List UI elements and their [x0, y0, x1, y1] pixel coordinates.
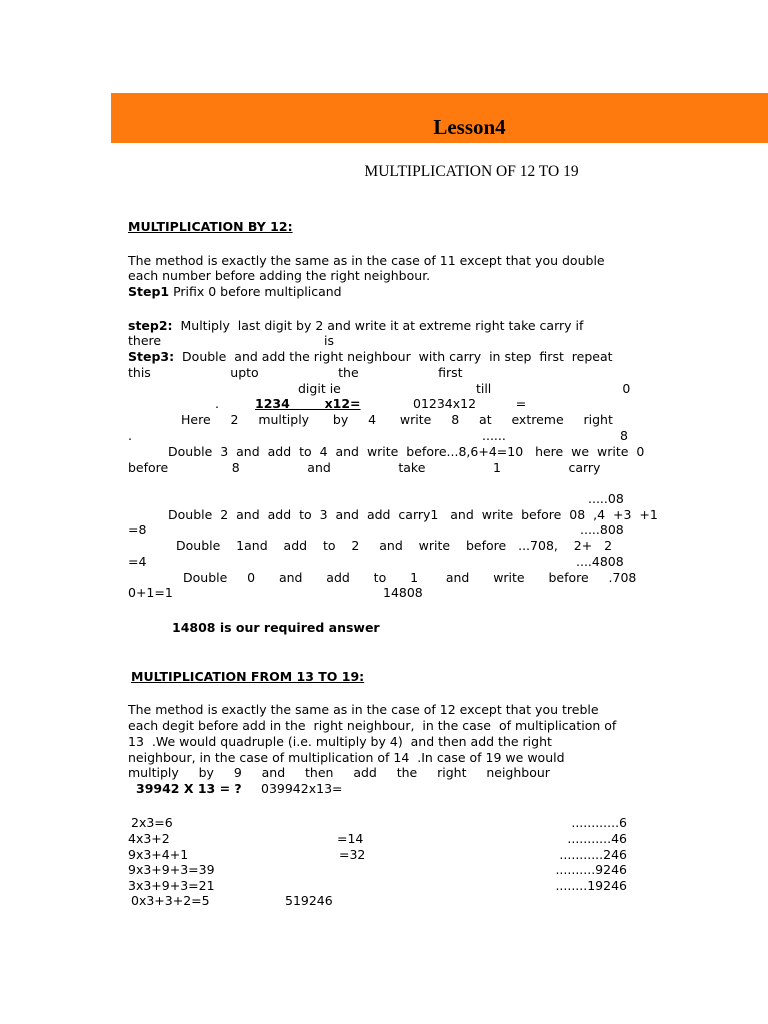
page-subtitle: MULTIPLICATION OF 12 TO 19 [364, 163, 579, 180]
line-8: 8 [620, 428, 628, 443]
line-digit: digit ie till 0 [298, 381, 631, 396]
step3-line [128, 349, 613, 364]
line-14808: 14808 [383, 585, 423, 600]
calc-row-left: 9x3+4+1 [128, 847, 189, 862]
calc-row-right: ...........246 [559, 847, 627, 862]
step2-label: step2: [128, 318, 173, 333]
calc-row-left: 3x3+9+3=21 [128, 878, 215, 893]
line-here: Here 2 multiply by 4 write 8 at extreme right [181, 412, 613, 427]
line-double3: Double 3 and add to 4 and write before...8,6+4=10 here we write 0 [168, 444, 645, 459]
section1-intro-1: The method is exactly the same as in the case of 11 except that you double [128, 253, 605, 268]
step2-line [128, 318, 583, 333]
step1-label: Step1 [128, 284, 170, 299]
step3-text: Double and add the right neighbour with carry in step first repeat [174, 349, 613, 364]
line-808: .....808 [580, 522, 624, 537]
section2-para-4: neighbour, in the case of multiplication of 14 .In case of 19 we would [128, 750, 565, 765]
line-011: 0+1=1 [128, 585, 173, 600]
line-double0: Double 0 and add to 1 and write before .708 [183, 570, 637, 585]
calc-row-left: 9x3+9+3=39 [128, 862, 215, 877]
calc-row-right: ..........9246 [555, 862, 627, 877]
lesson-title: Lesson4 [433, 115, 506, 139]
example-rest: 01234x12 = [413, 396, 527, 411]
calc-row-mid: =32 [339, 847, 366, 862]
example2-label: 39942 X 13 = ? [136, 781, 242, 796]
step1-text: Prifix 0 before multiplicand [169, 284, 342, 299]
example-dot: . [215, 396, 219, 411]
line-4808: ....4808 [576, 554, 624, 569]
calc-row-left: 4x3+2 [128, 831, 170, 846]
required-answer: 14808 is our required answer [172, 620, 380, 635]
line-double1: Double 1and add to 2 and write before ...708, 2+ 2 [176, 538, 613, 553]
lesson-banner [111, 93, 768, 143]
example2-rest: 039942x13= [261, 781, 343, 796]
section2-para-5: multiply by 9 and then add the right neighbour [128, 765, 550, 780]
section2-heading: MULTIPLICATION FROM 13 TO 19: [131, 669, 365, 684]
line-08: .....08 [588, 491, 624, 506]
line-before8: before 8 and take 1 carry [128, 460, 601, 475]
line-eq8: =8 [128, 522, 147, 537]
calc-row-left: 0x3+3+2=5 [131, 893, 210, 908]
calc-row-mid: =14 [337, 831, 364, 846]
section1-intro-2: each number before adding the right neighbour. [128, 268, 431, 283]
line-dots6: ...... [482, 428, 506, 443]
step2-cont: there is [128, 333, 334, 348]
calc-row-right: ...........46 [567, 831, 627, 846]
section1-heading: MULTIPLICATION BY 12: [128, 219, 293, 234]
line-dot2: . [128, 428, 132, 443]
calc-row-mid: 519246 [285, 893, 333, 908]
calc-row-right: ............6 [571, 815, 627, 830]
section2-para-1: The method is exactly the same as in the case of 12 except that you treble [128, 702, 599, 717]
section2-para-3: 13 .We would quadruple (i.e. multiply by 4) and then add the right [128, 734, 552, 749]
example-multiplication: 1234 x12= [255, 396, 361, 411]
step2-text: Multiply last digit by 2 and write it at extreme right take carry if [172, 318, 584, 333]
step1-line [128, 284, 342, 299]
calc-row-left: 2x3=6 [131, 815, 173, 830]
section2-para-2: each degit before add in the right neighbour, in the case of multiplication of [128, 718, 617, 733]
line-eq4: =4 [128, 554, 147, 569]
step3-cont: this upto the first [128, 365, 463, 380]
step3-label: Step3: [128, 349, 175, 364]
calc-row-right: ........19246 [555, 878, 627, 893]
line-double2: Double 2 and add to 3 and add carry1 and write before 08 ,4 +3 +1 [168, 507, 658, 522]
